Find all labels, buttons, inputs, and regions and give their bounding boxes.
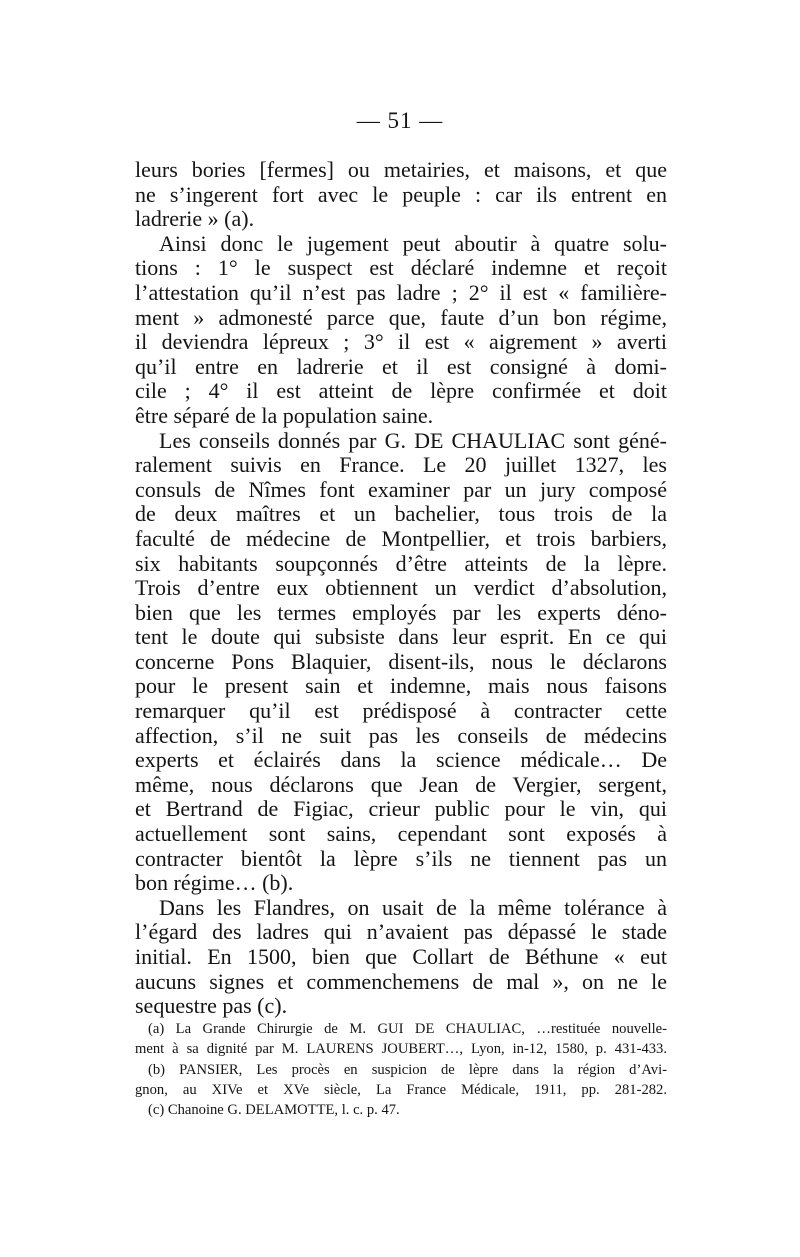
- text-line: ment » admonesté parce que, faute d’un bon régime,: [135, 304, 667, 330]
- text-line: sequestre pas (c).: [135, 993, 288, 1019]
- text-line: faculté de médecine de Montpellier, et trois barbiers,: [135, 525, 667, 551]
- body-text: [135, 158, 667, 1019]
- text-line: consuls de Nîmes font examiner par un jury composé: [135, 476, 667, 502]
- footnote-b-continued: gnon, au XIVe et XVe siècle, La France Médicale, 1911, pp. 281-282.: [135, 1081, 667, 1098]
- text-line: bien que les termes employés par les experts déno-: [135, 599, 667, 625]
- text-line: bon régime… (b).: [135, 870, 294, 896]
- text-line: cile ; 4° il est atteint de lèpre confirmée et doit: [135, 378, 667, 404]
- text-line: être séparé de la population saine.: [135, 402, 434, 428]
- footnote-a: (a) La Grande Chirurgie de M. GUI DE CHAULIAC, …restituée nouvelle-: [148, 1021, 667, 1037]
- footnote-a-continued: ment à sa dignité par M. LAURENS JOUBERT…, Lyon, in-12, 1580, p. 431-433.: [135, 1041, 667, 1058]
- text-line: aucuns signes et commenchemens de mal », on ne le: [135, 968, 667, 994]
- footnote-c: (c) Chanoine G. DELAMOTTE, l. c. p. 47.: [148, 1102, 400, 1119]
- text-line: six habitants soupçonnés d’être atteints de la lèpre.: [135, 550, 667, 576]
- text-line: Les conseils donnés par G. DE CHAULIAC sont géné-: [159, 427, 667, 453]
- text-line: ralement suivis en France. Le 20 juillet 1327, les: [135, 452, 667, 478]
- text-line: l’attestation qu’il n’est pas ladre ; 2° il est « familière-: [135, 279, 667, 305]
- text-line: concerne Pons Blaquier, disent-ils, nous le déclarons: [135, 648, 667, 674]
- footnotes: [135, 1019, 667, 1120]
- text-line: Ainsi donc le jugement peut aboutir à quatre solu-: [159, 230, 667, 256]
- text-line: Trois d’entre eux obtiennent un verdict d’absolution,: [135, 575, 667, 601]
- text-line: initial. En 1500, bien que Collart de Béthune « eut: [135, 944, 667, 969]
- text-line: actuellement sont sains, cependant sont exposés à: [135, 821, 667, 847]
- text-line: qu’il entre en ladrerie et il est consigné à domi-: [135, 353, 667, 379]
- text-line: même, nous déclarons que Jean de Vergier, sergent,: [135, 771, 667, 797]
- text-line: tions : 1° le suspect est déclaré indemne et reçoit: [135, 255, 667, 281]
- text-line: pour le present sain et indemne, mais nous faisons: [135, 673, 667, 699]
- page-number: — 51 —: [356, 108, 444, 133]
- text-line: experts et éclairés dans la science médicale… De: [135, 747, 667, 773]
- text-line: tent le doute qui subsiste dans leur esprit. En ce qui: [135, 624, 667, 650]
- footnote-b: (b) PANSIER, Les procès en suspicion de lèpre dans la région d’Avi-: [148, 1061, 667, 1078]
- text-line: ladrerie » (a).: [135, 206, 255, 232]
- text-line: remarquer qu’il est prédisposé à contracter cette: [135, 698, 667, 724]
- text-line: et Bertrand de Figiac, crieur public pour le vin, qui: [135, 796, 667, 822]
- text-line: affection, s’il ne suit pas les conseils de médecins: [135, 722, 667, 748]
- text-line: leurs bories [fermes] ou metairies, et maisons, et que: [135, 157, 667, 182]
- text-line: ne s’ingerent fort avec le peuple : car ils entrent en: [135, 181, 667, 207]
- text-line: il deviendra lépreux ; 3° il est « aigrement » averti: [135, 329, 667, 355]
- text-line: l’égard des ladres qui n’avaient pas dépassé le stade: [135, 919, 667, 945]
- text-line: contracter bientôt la lèpre s’ils ne tiennent pas un: [135, 845, 667, 871]
- text-line: Dans les Flandres, on usait de la même tolérance à: [159, 894, 667, 920]
- text-line: de deux maîtres et un bachelier, tous trois de la: [135, 501, 667, 527]
